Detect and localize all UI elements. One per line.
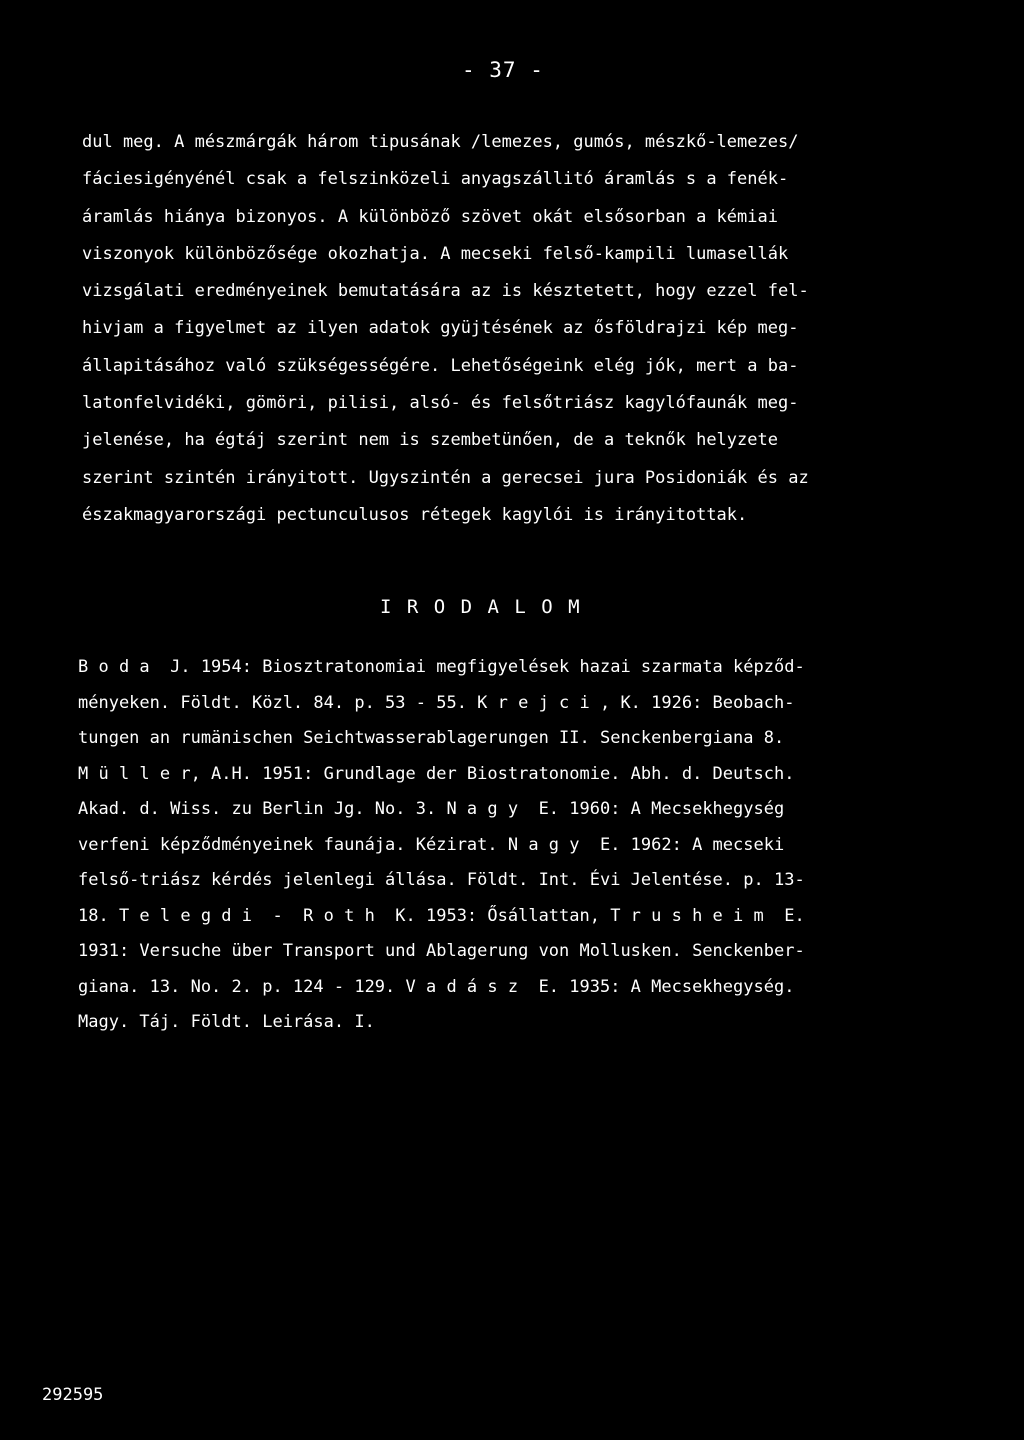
reference-line: verfeni képződményeinek faunája. Kézirat. N a g y E. 1962: A mecseki — [78, 834, 785, 855]
reference-line: giana. 13. No. 2. p. 124 - 129. V a d á s z E. 1935: A Mecsekhegység. — [78, 976, 795, 997]
body-line: vizsgálati eredményeinek bemutatására az is késztetett, hogy ezzel fel- — [82, 281, 809, 302]
reference-line: B o d a J. 1954: Biosztratonomiai megfigyelések hazai szarmata képződ- — [78, 657, 805, 677]
references-list — [78, 650, 948, 1041]
reference-line: 1931: Versuche über Transport und Ablagerung von Mollusken. Senckenber- — [78, 941, 805, 961]
reference-line: Akad. d. Wiss. zu Berlin Jg. No. 3. N a g y E. 1960: A Mecsekhegység — [78, 799, 785, 819]
reference-line: Magy. Táj. Földt. Leirása. I. — [78, 1012, 375, 1032]
body-line: északmagyarországi pectunculusos rétegek kagylói is irányitottak. — [82, 504, 748, 525]
reference-line: felső-triász kérdés jelenlegi állása. Földt. Int. Évi Jelentése. p. 13- — [78, 870, 805, 890]
body-paragraph — [82, 124, 942, 534]
body-line: állapitásához való szükségességére. Lehetőségeink elég jók, mert a ba- — [82, 355, 799, 376]
body-line: hivjam a figyelmet az ilyen adatok gyüjtésének az ősföldrajzi kép meg- — [82, 318, 799, 339]
body-line: dul meg. A mészmárgák három tipusának /lemezes, gumós, mészkő-lemezes/ — [82, 132, 799, 152]
references-heading: I R O D A L O M — [380, 596, 582, 618]
reference-line: tungen an rumänischen Seichtwasserablagerungen II. Senckenbergiana 8. — [78, 728, 785, 748]
reference-line: 18. T e l e g d i - R o t h K. 1953: Ősállattan, T r u s h e i m E. — [78, 905, 805, 926]
body-line: fáciesigényénél csak a felszinközeli anyagszállitó áramlás s a fenék- — [82, 169, 789, 190]
body-line: jelenése, ha égtáj szerint nem is szembetünően, de a teknők helyzete — [82, 430, 778, 451]
page-number: - 37 - — [462, 58, 544, 82]
reference-line: ményeken. Földt. Közl. 84. p. 53 - 55. K r e j c i , K. 1926: Beobach- — [78, 692, 795, 713]
body-line: latonfelvidéki, gömöri, pilisi, alsó- és felsőtriász kagylófaunák meg- — [82, 393, 799, 414]
body-line: áramlás hiánya bizonyos. A különböző szövet okát elsősorban a kémiai — [82, 206, 778, 227]
archive-number: 292595 — [42, 1385, 104, 1405]
body-line: viszonyok különbözősége okozhatja. A mecseki felső-kampili lumasellák — [82, 243, 789, 264]
body-line: szerint szintén irányitott. Ugyszintén a gerecsei jura Posidoniák és az — [82, 467, 809, 488]
reference-line: M ü l l e r, A.H. 1951: Grundlage der Biostratonomie. Abh. d. Deutsch. — [78, 763, 795, 784]
